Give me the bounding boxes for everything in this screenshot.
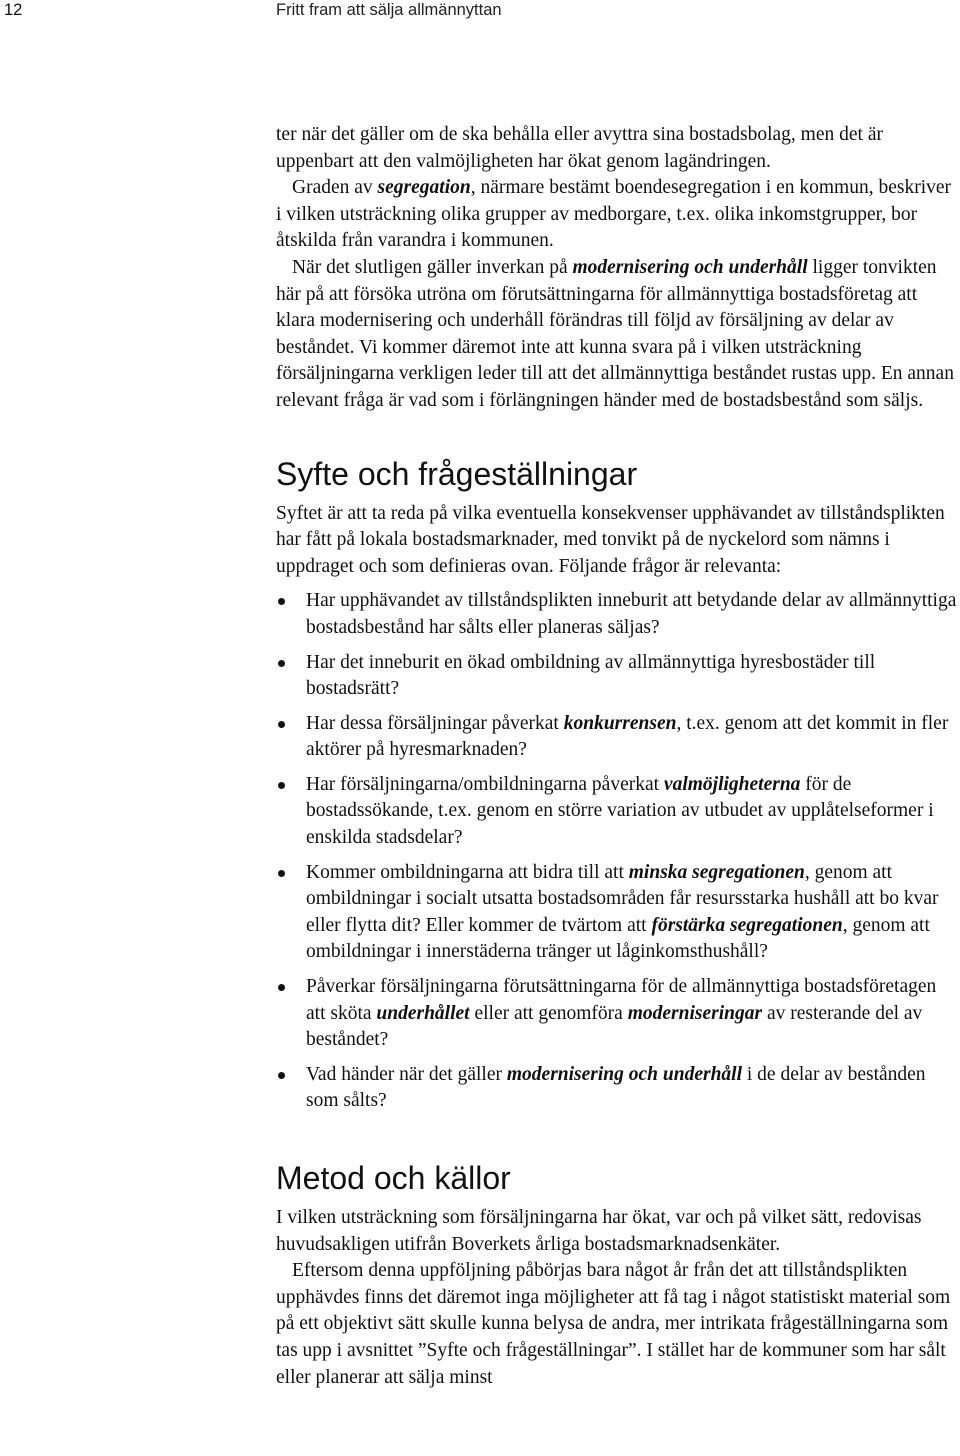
question-item: Har upphävandet av tillståndsplikten inneburit att betydande delar av allmännyttiga bostadsbestånd har sålts eller planeras säljas? (276, 588, 958, 641)
keyword-minska-segregationen: minska segregationen (628, 861, 805, 883)
bullet-icon (278, 782, 285, 789)
bullet-icon (278, 870, 285, 877)
question-item: Har dessa försäljningar påverkat konkurrensen, t.ex. genom att det kommit in fler aktörer på hyresmarknaden? (276, 711, 958, 764)
page-number: 12 (4, 1, 23, 19)
keyword-modernisering-och-underhall: modernisering och underhåll (506, 1063, 743, 1085)
section-heading-syfte: Syfte och frågeställningar (276, 455, 638, 492)
question-item: Vad händer när det gäller modernisering och underhåll i de delar av bestånden som sålts? (276, 1062, 958, 1115)
keyword-underhallet: underhållet (376, 1002, 470, 1024)
bullet-icon (278, 660, 285, 667)
question-item: Kommer ombildningarna att bidra till att minska segregationen, genom att ombildningar i socialt utsatta bostadsområden får resursstarka hushåll att bo kvar eller flytta dit? Eller kommer de tvärtom att förstärka segregationen, genom att ombildningar i innerstäderna tränger ut låginkomsthushåll? (276, 860, 958, 966)
paragraph-metod-2: Eftersom denna uppföljning påbörjas bara något år från det att tillståndsplikten upphävdes finns det däremot inga möjligheter att få tag i något statistiskt material som på ett objektivt sätt skulle kunna belysa de andra, mer intrikata frågeställningarna som tas upp i avsnittet ”Syfte och frågeställningar”. I stället har de kommuner som har sålt eller planerar att sälja minst (276, 1260, 951, 1388)
bullet-icon (278, 598, 285, 605)
page-header (0, 0, 960, 26)
page-body (276, 122, 958, 1391)
bullet-icon (278, 984, 285, 991)
paragraph-segregation: Graden av segregation, närmare bestämt boendesegregation i en kommun, beskriver i vilken utsträckning olika grupper av medborgare, t.ex. olika inkomstgrupper, bor åtskilda från varandra i kommunen. (276, 177, 952, 252)
question-item: Påverkar försäljningarna förutsättningarna för de allmännyttiga bostadsföretagen att sköta underhållet eller att genomföra moderniseringar av resterande del av beståndet? (276, 974, 958, 1054)
keyword-modernisering: modernisering och underhåll (572, 256, 808, 278)
bullet-icon (278, 1072, 285, 1079)
keyword-forstarka-segregationen: förstärka segregationen (651, 914, 843, 936)
keyword-valmojligheterna: valmöjligheterna (663, 773, 801, 795)
paragraph-metod-1: I vilken utsträckning som försäljningarna har ökat, var och på vilket sätt, redovisas huvudsakligen utifrån Boverkets årliga bostadsmarknadsenkäter. (276, 1207, 922, 1255)
keyword-moderniseringar: moderniseringar (627, 1002, 763, 1024)
question-list (276, 588, 958, 1115)
running-title: Fritt fram att sälja allmännyttan (276, 1, 502, 19)
section-heading-metod: Metod och källor (276, 1160, 511, 1196)
question-item: Har det inneburit en ökad ombildning av allmännyttiga hyresbostäder till bostadsrätt? (276, 650, 958, 703)
keyword-konkurrensen: konkurrensen (563, 712, 677, 734)
paragraph-modernisering: När det slutligen gäller inverkan på modernisering och underhåll ligger tonvikten här på att försöka utröna om förutsättningarna för allmännyttiga bostadsföretag att klara modernisering och underhåll förändras till följd av försäljning av delar av beståndet. Vi kommer däremot inte att kunna svara på i vilken utsträckning försäljningarna verkligen leder till att det allmännyttiga beståndet rustas upp. En annan relevant fråga är vad som i förlängningen händer med de bostadsbestånd som säljs. (276, 256, 954, 411)
paragraph-continuation: ter när det gäller om de ska behålla eller avyttra sina bostadsbolag, men det är uppenbart att den valmöjligheten har ökat genom lagändringen. (276, 124, 883, 172)
paragraph-syfte-intro: Syftet är att ta reda på vilka eventuella konsekvenser upphävandet av tillståndsplikten har fått på lokala bostadsmarknader, med tonvikt på de nyckelord som nämns i uppdraget och som definieras ovan. Följande frågor är relevanta: (276, 502, 945, 577)
question-item: Har försäljningarna/ombildningarna påverkat valmöjligheterna för de bostadssökande, t.ex. genom en större variation av utbudet av upplåtelseformer i enskilda stadsdelar? (276, 772, 958, 852)
keyword-segregation: segregation (377, 177, 471, 199)
bullet-icon (278, 721, 285, 728)
